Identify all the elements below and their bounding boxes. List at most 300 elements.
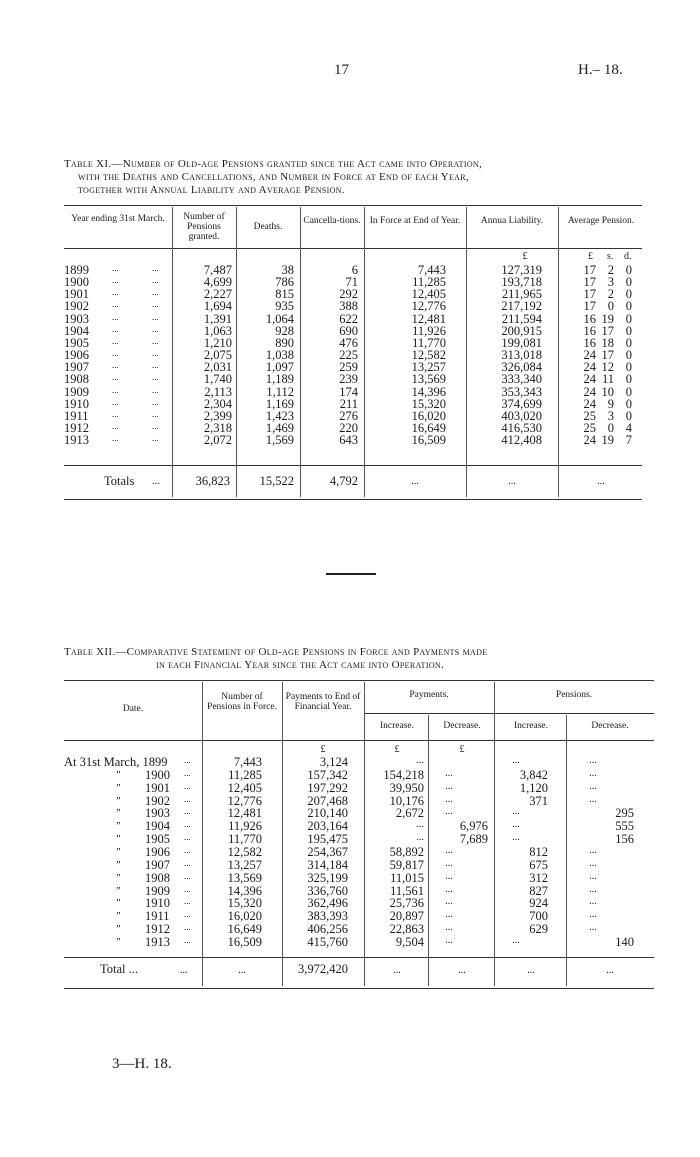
total-leader-dots: ...	[180, 965, 188, 976]
row-payments-to-end: 362,496	[307, 896, 348, 910]
row-deaths: 815	[275, 287, 294, 301]
row-avg-pounds: 24	[583, 360, 596, 374]
row-liability: 374,699	[501, 397, 542, 411]
row-granted: 7,487	[203, 263, 232, 277]
row-number: 11,285	[228, 768, 262, 782]
header-granted: Number of Pensions granted.	[183, 212, 225, 242]
row-payments-to-end: 3,124	[319, 755, 348, 769]
row-date: 1910	[145, 896, 170, 910]
row-granted: 1,210	[203, 336, 232, 350]
row-deaths: 1,038	[265, 348, 294, 362]
header-deaths: Deaths.	[253, 222, 283, 232]
row-deaths: 1,112	[266, 385, 294, 399]
row-date: 1912	[145, 922, 170, 936]
row-granted: 4,699	[203, 275, 232, 289]
row-pensions-decrease: ...	[589, 909, 597, 920]
leader-dots: ...	[152, 360, 159, 370]
header-liability: Annua Liability.	[480, 216, 544, 226]
leader-dots: ...	[112, 275, 119, 285]
row-number: 15,320	[227, 896, 262, 910]
row-granted: 2,031	[203, 360, 232, 374]
row-payments-to-end: 415,760	[307, 935, 348, 949]
row-cancellations: 622	[339, 312, 358, 326]
row-in-force: 15,320	[411, 397, 446, 411]
row-avg-pounds: 17	[583, 263, 596, 277]
leader-dots: ...	[112, 312, 119, 322]
row-cancellations: 476	[339, 336, 358, 350]
row-granted: 2,072	[203, 433, 232, 447]
row-avg-pounds: 16	[583, 324, 596, 338]
leader-dots: ...	[112, 385, 119, 395]
table-11-column-divider	[466, 207, 467, 497]
row-granted: 1,740	[203, 372, 232, 386]
row-deaths: 890	[275, 336, 294, 350]
header-payments-increase: Increase.	[379, 721, 414, 731]
row-granted: 2,227	[203, 287, 232, 301]
row-avg-shillings: 17	[601, 348, 614, 362]
row-payments-increase: 11,561	[390, 884, 424, 898]
leader-dots: ...	[112, 299, 119, 309]
leader-dots: ...	[152, 385, 159, 395]
row-payments-to-end: 383,393	[307, 909, 348, 923]
row-pensions-decrease: ...	[589, 922, 597, 933]
leader-dots: ...	[184, 768, 191, 778]
row-pensions-increase: ...	[512, 935, 520, 946]
table-11-column-divider	[364, 207, 365, 497]
row-avg-pounds: 24	[583, 372, 596, 386]
row-payments-decrease: ...	[445, 935, 453, 946]
row-payments-to-end: 210,140	[307, 806, 348, 820]
leader-dots: ...	[152, 312, 159, 322]
leader-dots: ...	[112, 324, 119, 334]
row-pensions-increase: 700	[529, 909, 548, 923]
row-cancellations: 388	[339, 299, 358, 313]
ditto-mark: ”	[115, 783, 121, 794]
leader-dots: ...	[152, 299, 159, 309]
table-12-title-line: Table XII.—Comparative Statement of Old-age Pensions in Force and Payments made	[64, 646, 488, 658]
leader-dots: ...	[184, 819, 191, 829]
row-avg-pence: 7	[625, 433, 632, 447]
row-granted: 2,304	[203, 397, 232, 411]
row-pensions-increase: ...	[512, 755, 520, 766]
row-date: At 31st March, 1899	[64, 755, 168, 769]
header-year: Year ending 31st March.	[71, 214, 165, 224]
table-12-top-rule	[64, 680, 654, 681]
row-cancellations: 211	[339, 397, 358, 411]
row-year: 1911	[64, 409, 89, 423]
row-payments-to-end: 336,760	[307, 884, 348, 898]
row-year: 1905	[64, 336, 89, 350]
row-cancellations: 259	[339, 360, 358, 374]
leader-dots: ...	[184, 781, 191, 791]
leader-dots: ...	[112, 397, 119, 407]
row-avg-pounds: 24	[583, 348, 596, 362]
row-payments-increase: 59,817	[389, 858, 424, 872]
row-payments-increase: 2,672	[395, 806, 424, 820]
row-year: 1900	[64, 275, 89, 289]
row-cancellations: 71	[345, 275, 358, 289]
leader-dots: ...	[152, 397, 159, 407]
row-date: 1904	[145, 819, 170, 833]
unit-label: s.	[607, 251, 614, 262]
total-label: Total ...	[100, 962, 139, 976]
row-in-force: 12,776	[411, 299, 446, 313]
section-separator	[326, 573, 376, 575]
totals-leader-dots: ...	[152, 476, 160, 487]
row-pensions-increase: 812	[529, 845, 548, 859]
row-avg-pence: 0	[625, 348, 632, 362]
table-11-title-line: together with Annual Liability and Average Pension.	[78, 184, 345, 196]
table-12-title-line: in each Financial Year since the Act came into Operation.	[156, 659, 445, 671]
leader-dots: ...	[152, 348, 159, 358]
row-granted: 1,391	[203, 312, 232, 326]
leader-dots: ...	[184, 909, 191, 919]
table-12-column-divider	[282, 682, 283, 986]
row-avg-pounds: 25	[583, 421, 596, 435]
row-payments-to-end: 203,164	[307, 819, 348, 833]
table-11-totals-rule	[64, 465, 642, 466]
ditto-mark: ”	[115, 911, 121, 922]
row-date: 1900	[145, 768, 170, 782]
row-deaths: 935	[275, 299, 294, 313]
row-pensions-decrease: ...	[589, 768, 597, 779]
row-deaths: 1,423	[265, 409, 294, 423]
row-avg-pounds: 25	[583, 409, 596, 423]
leader-dots: ...	[152, 409, 159, 419]
row-in-force: 12,481	[411, 312, 446, 326]
row-year: 1913	[64, 433, 89, 447]
row-avg-pence: 0	[625, 385, 632, 399]
row-payments-decrease: ...	[445, 871, 453, 882]
page-footer: 3—H. 18.	[112, 1056, 172, 1072]
row-avg-pounds: 17	[583, 287, 596, 301]
ditto-mark: ”	[115, 873, 121, 884]
row-deaths: 786	[275, 275, 294, 289]
row-pensions-decrease: ...	[589, 755, 597, 766]
total-payments-decrease: ...	[458, 965, 466, 976]
row-avg-pounds: 17	[583, 299, 596, 313]
table-12-subheader-rule	[364, 713, 654, 714]
row-payments-to-end: 157,342	[307, 768, 348, 782]
row-in-force: 11,285	[412, 275, 446, 289]
row-payments-increase: 11,015	[390, 871, 424, 885]
table-11-bottom-rule	[64, 499, 642, 500]
leader-dots: ...	[184, 871, 191, 881]
row-date: 1906	[145, 845, 170, 859]
row-avg-shillings: 2	[607, 287, 614, 301]
row-avg-pence: 4	[625, 421, 632, 435]
row-number: 12,776	[227, 794, 262, 808]
leader-dots: ...	[184, 755, 191, 765]
table-12-column-divider	[202, 682, 203, 986]
row-granted: 1,063	[203, 324, 232, 338]
row-payments-to-end: 207,468	[307, 794, 348, 808]
row-pensions-increase: ...	[512, 819, 520, 830]
row-payments-decrease: ...	[445, 781, 453, 792]
table-11-header-rule	[64, 248, 642, 249]
row-number: 13,257	[227, 858, 262, 872]
row-avg-pence: 0	[625, 372, 632, 386]
total-liability: ...	[508, 476, 516, 487]
row-deaths: 1,097	[265, 360, 294, 374]
row-pensions-decrease: ...	[589, 781, 597, 792]
row-payments-to-end: 314,184	[307, 858, 348, 872]
leader-dots: ...	[152, 372, 159, 382]
ditto-mark: ”	[115, 860, 121, 871]
ditto-mark: ”	[115, 796, 121, 807]
row-pensions-increase: 629	[529, 922, 548, 936]
row-in-force: 16,020	[411, 409, 446, 423]
row-payments-decrease: 6,976	[459, 819, 488, 833]
row-liability: 193,718	[501, 275, 542, 289]
row-pensions-decrease: ...	[589, 845, 597, 856]
ditto-mark: ”	[115, 770, 121, 781]
table-12-title	[64, 646, 644, 672]
row-date: 1907	[145, 858, 170, 872]
row-avg-shillings: 12	[601, 360, 614, 374]
page-number: 17	[334, 62, 349, 78]
table-11-title-line: Table XI.—Number of Old-age Pensions granted since the Act came into Operation,	[64, 158, 483, 170]
row-cancellations: 690	[339, 324, 358, 338]
leader-dots: ...	[184, 806, 191, 816]
row-payments-decrease: ...	[445, 768, 453, 779]
row-avg-pence: 0	[625, 287, 632, 301]
row-pensions-decrease: ...	[589, 858, 597, 869]
row-deaths: 1,064	[265, 312, 294, 326]
header-pensions: Pensions.	[555, 690, 593, 700]
row-year: 1909	[64, 385, 89, 399]
header-cancellations: Cancella-tions.	[303, 216, 361, 226]
row-avg-shillings: 10	[601, 385, 614, 399]
table-11-column-divider	[300, 207, 301, 497]
row-payments-decrease: 7,689	[459, 832, 488, 846]
row-in-force: 12,582	[411, 348, 446, 362]
row-date: 1905	[145, 832, 170, 846]
row-payments-to-end: 197,292	[307, 781, 348, 795]
row-pensions-increase: 675	[529, 858, 548, 872]
table-11-column-divider	[172, 207, 173, 497]
total-cancellations: 4,792	[329, 474, 358, 488]
row-payments-increase: 39,950	[389, 781, 424, 795]
total-pensions-decrease: ...	[606, 965, 614, 976]
row-avg-shillings: 0	[607, 299, 614, 313]
row-avg-shillings: 11	[601, 372, 614, 386]
row-deaths: 38	[281, 263, 294, 277]
leader-dots: ...	[184, 896, 191, 906]
row-date: 1901	[145, 781, 170, 795]
row-avg-pence: 0	[625, 324, 632, 338]
row-avg-pence: 0	[625, 336, 632, 350]
row-deaths: 1,189	[265, 372, 294, 386]
row-avg-shillings: 0	[607, 421, 614, 435]
ditto-mark: ”	[115, 937, 121, 948]
row-number: 11,770	[228, 832, 262, 846]
row-date: 1903	[145, 806, 170, 820]
row-avg-shillings: 17	[601, 324, 614, 338]
row-date: 1909	[145, 884, 170, 898]
row-payments-increase: ...	[416, 755, 424, 766]
row-pensions-decrease: 156	[615, 832, 634, 846]
leader-dots: ...	[152, 263, 159, 273]
row-in-force: 12,405	[411, 287, 446, 301]
row-pensions-decrease: 295	[615, 806, 634, 820]
header-date: Date.	[122, 704, 144, 714]
row-payments-to-end: 195,475	[307, 832, 348, 846]
row-liability: 416,530	[501, 421, 542, 435]
leader-dots: ...	[184, 858, 191, 868]
ditto-mark: ”	[115, 898, 121, 909]
row-year: 1901	[64, 287, 89, 301]
row-cancellations: 6	[351, 263, 358, 277]
row-number: 12,405	[227, 781, 262, 795]
row-year: 1910	[64, 397, 89, 411]
row-number: 12,481	[227, 806, 262, 820]
row-in-force: 11,926	[412, 324, 446, 338]
row-avg-pence: 0	[625, 312, 632, 326]
row-payments-to-end: 325,199	[307, 871, 348, 885]
row-number: 14,396	[227, 884, 262, 898]
row-liability: 326,084	[501, 360, 542, 374]
row-payments-increase: 58,892	[389, 845, 424, 859]
table-12-column-divider	[364, 682, 365, 986]
row-deaths: 1,169	[265, 397, 294, 411]
leader-dots: ...	[152, 421, 159, 431]
row-payments-increase: 25,736	[389, 896, 424, 910]
unit-label: £	[394, 744, 400, 755]
row-number: 16,509	[227, 935, 262, 949]
row-deaths: 1,469	[265, 421, 294, 435]
ditto-mark: ”	[115, 808, 121, 819]
row-pensions-increase: 1,120	[519, 781, 548, 795]
row-liability: 313,018	[501, 348, 542, 362]
row-avg-shillings: 2	[607, 263, 614, 277]
row-payments-to-end: 406,256	[307, 922, 348, 936]
row-payments-to-end: 254,367	[307, 845, 348, 859]
header-average: Average Pension.	[567, 216, 635, 226]
row-avg-shillings: 9	[607, 397, 614, 411]
row-avg-pounds: 16	[583, 336, 596, 350]
header-in-force: In Force at End of Year.	[369, 216, 461, 226]
row-year: 1902	[64, 299, 89, 313]
leader-dots: ...	[112, 421, 119, 431]
total-granted: 36,823	[195, 474, 230, 488]
row-pensions-decrease: 555	[615, 819, 634, 833]
ditto-mark: ”	[115, 834, 121, 845]
row-liability: 211,965	[501, 287, 542, 301]
table-12-column-divider	[566, 715, 567, 986]
row-year: 1908	[64, 372, 89, 386]
row-payments-increase: 22,863	[389, 922, 424, 936]
row-cancellations: 220	[339, 421, 358, 435]
row-avg-pounds: 17	[583, 275, 596, 289]
row-year: 1903	[64, 312, 89, 326]
row-number: 16,649	[227, 922, 262, 936]
row-liability: 211,594	[501, 312, 542, 326]
row-avg-pence: 0	[625, 275, 632, 289]
leader-dots: ...	[112, 263, 119, 273]
row-date: 1908	[145, 871, 170, 885]
ditto-mark: ”	[115, 886, 121, 897]
row-avg-shillings: 18	[601, 336, 614, 350]
row-in-force: 16,509	[411, 433, 446, 447]
row-granted: 2,318	[203, 421, 232, 435]
row-liability: 199,081	[501, 336, 542, 350]
header-pensions-increase: Increase.	[513, 721, 548, 731]
row-pensions-decrease: 140	[615, 935, 634, 949]
total-payments-to-end: 3,972,420	[298, 962, 348, 976]
total-in-force: ...	[411, 476, 419, 487]
leader-dots: ...	[152, 287, 159, 297]
leader-dots: ...	[184, 845, 191, 855]
table-12-column-divider	[494, 682, 495, 986]
row-cancellations: 292	[339, 287, 358, 301]
row-payments-decrease: ...	[445, 806, 453, 817]
leader-dots: ...	[184, 922, 191, 932]
row-pensions-increase: ...	[512, 806, 520, 817]
row-in-force: 14,396	[411, 385, 446, 399]
total-average: ...	[597, 476, 605, 487]
row-payments-decrease: ...	[445, 896, 453, 907]
row-liability: 412,408	[501, 433, 542, 447]
row-pensions-increase: 924	[529, 896, 548, 910]
row-pensions-increase: 827	[529, 884, 548, 898]
row-pensions-decrease: ...	[589, 884, 597, 895]
table-12-column-divider	[428, 715, 429, 986]
row-pensions-increase: 371	[529, 794, 548, 808]
leader-dots: ...	[112, 287, 119, 297]
row-avg-pounds: 24	[583, 397, 596, 411]
leader-dots: ...	[184, 884, 191, 894]
totals-label: Totals	[104, 474, 135, 488]
row-payments-decrease: ...	[445, 922, 453, 933]
row-payments-increase: 154,218	[383, 768, 424, 782]
header-payments-to-end: Payments to End of Financial Year.	[285, 692, 361, 712]
row-number: 12,582	[227, 845, 262, 859]
header-payments-decrease: Decrease.	[443, 721, 481, 731]
table-11-top-rule	[64, 205, 642, 206]
row-in-force: 11,770	[412, 336, 446, 350]
leader-dots: ...	[152, 324, 159, 334]
row-payments-decrease: ...	[445, 909, 453, 920]
row-liability: 353,343	[501, 385, 542, 399]
row-pensions-decrease: ...	[589, 794, 597, 805]
row-cancellations: 174	[339, 385, 358, 399]
table-11-title	[64, 158, 644, 197]
total-number: ...	[238, 965, 246, 976]
table-12-bottom-rule	[64, 988, 654, 989]
row-granted: 2,075	[203, 348, 232, 362]
unit-label: £	[522, 251, 528, 262]
row-avg-pence: 0	[625, 299, 632, 313]
row-payments-decrease: ...	[445, 884, 453, 895]
row-avg-shillings: 3	[607, 409, 614, 423]
row-cancellations: 239	[339, 372, 358, 386]
ditto-mark: ”	[115, 924, 121, 935]
table-11-column-divider	[558, 207, 559, 497]
unit-label: £	[459, 744, 465, 755]
row-in-force: 13,257	[411, 360, 446, 374]
row-liability: 127,319	[501, 263, 542, 277]
total-pensions-increase: ...	[527, 965, 535, 976]
row-payments-decrease: ...	[445, 845, 453, 856]
row-avg-shillings: 3	[607, 275, 614, 289]
row-pensions-increase: ...	[512, 832, 520, 843]
row-avg-pence: 0	[625, 263, 632, 277]
row-granted: 1,694	[203, 299, 232, 313]
row-pensions-decrease: ...	[589, 871, 597, 882]
leader-dots: ...	[152, 433, 159, 443]
row-number: 11,926	[228, 819, 262, 833]
